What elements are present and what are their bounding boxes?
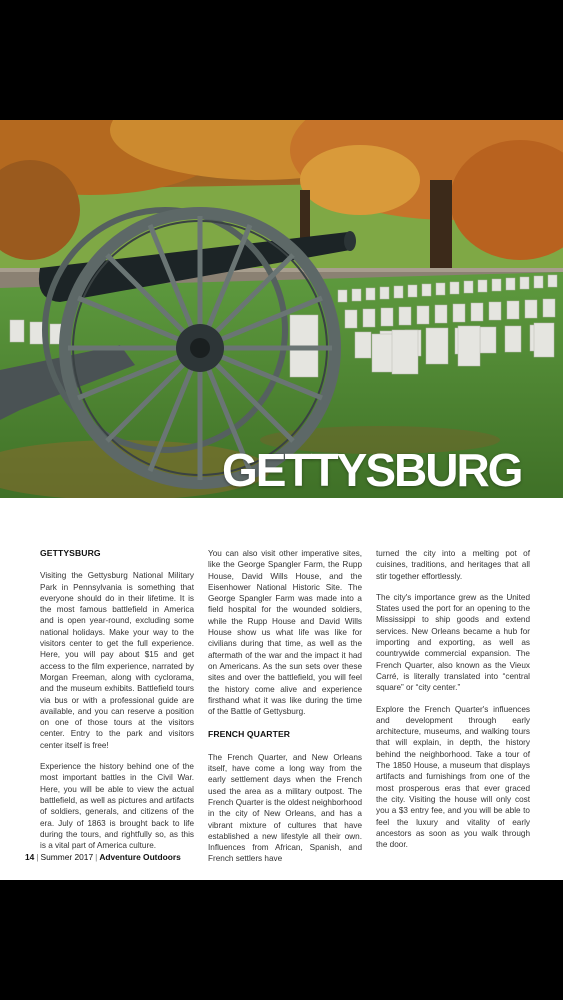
paragraph: You can also visit other imperative sites, like the George Spangler Farm, the Rupp House, David Wills House, and the Eisenhower National Historic Site. The George Spangler Farm was made into a field hospital for the wounded soldiers, while the Rupp House and David Wills House show us what life was like for civilians during that time, as well as the aftermath of the war and the impact it had on Americans. As the sun sets over these sites and over the battlefield, you will feel the history come alive and experience firsthand what it was like during the time of the Battle of Gettysburg.: [208, 549, 362, 717]
paragraph: Explore the French Quarter's influences and development through early architecture, museums, and walking tours that will explain, in depth, the history behind the neighborhood. Take a tour of The 1850 House, a museum that displays artifacts and furnishings from one of the most prosperous eras that ever graced the city. Visiting the house will only cost you a $3 entry fee, and you will be able to feel the luxury and vitality of early ancestors as soon as you walk through the door.: [376, 704, 530, 850]
paragraph: turned the city into a melting pot of cuisines, traditions, and heritages that all stir together effortlessly.: [376, 549, 530, 581]
section-heading-french-quarter: FRENCH QUARTER: [208, 729, 291, 740]
paragraph: Experience the history behind one of the most important battles in the Civil War. Here, you will be able to view the actual battlefield, as well as pictures and artifacts of soldiers, generals, and citizens of the era. July of 1863 is brought back to life during the tours, and rightfully so, as this is a vital part of America culture.: [40, 762, 194, 851]
paragraph: Visiting the Gettysburg National Military Park in Pennsylvania is something that everyone should do in their lifetime. It is the most famous battlefield in America and is open year-round, excluding some national holidays. Make your way to the visitors center to get the full experience. Here, you will pay about $15 and get access to the film experience, narrated by Morgan Freeman, along with cyclorama, and the museum exhibits. Battlefield tours via bus or with a professional guide are available, and you can reserve a position on one of those tours at the visitors center. Entry to the park and visitors center itself is free!: [40, 571, 194, 750]
paragraph: The city's importance grew as the United States used the port for an opening to the Mississippi to ship goods and extend services. New Orleans became a hub for importing and exporting, as well as countrywide commercial expansion. The French Quarter, also known as the Vieux Carré, is literally translated into “central square” or “city center.”: [376, 592, 530, 693]
article-body: [40, 548, 530, 875]
magazine-page: [0, 120, 563, 880]
magazine-name: Adventure Outdoors: [99, 852, 181, 862]
section-heading-gettysburg: GETTYSBURG: [40, 548, 101, 558]
article-column-2: [208, 548, 362, 875]
page-number: 14: [25, 852, 35, 862]
paragraph: The French Quarter, and New Orleans itself, have come a long way from the early settlement days when the French used the area as a military outpost. The French Quarter is the oldest neighborhood in the city of New Orleans, and has a vibrant mixture of cultures that have established a new lifestyle all their own. Influences from African, Spanish, and French settlers have: [208, 752, 362, 864]
hero-title: GETTYSBURG: [222, 444, 522, 496]
article-column-3: [376, 548, 530, 875]
article-column-1: [40, 548, 194, 875]
hero-photo: [0, 120, 563, 498]
issue-date: Summer 2017: [40, 852, 94, 862]
page-footer: 14 | Summer 2017 | Adventure Outdoors: [25, 852, 181, 862]
